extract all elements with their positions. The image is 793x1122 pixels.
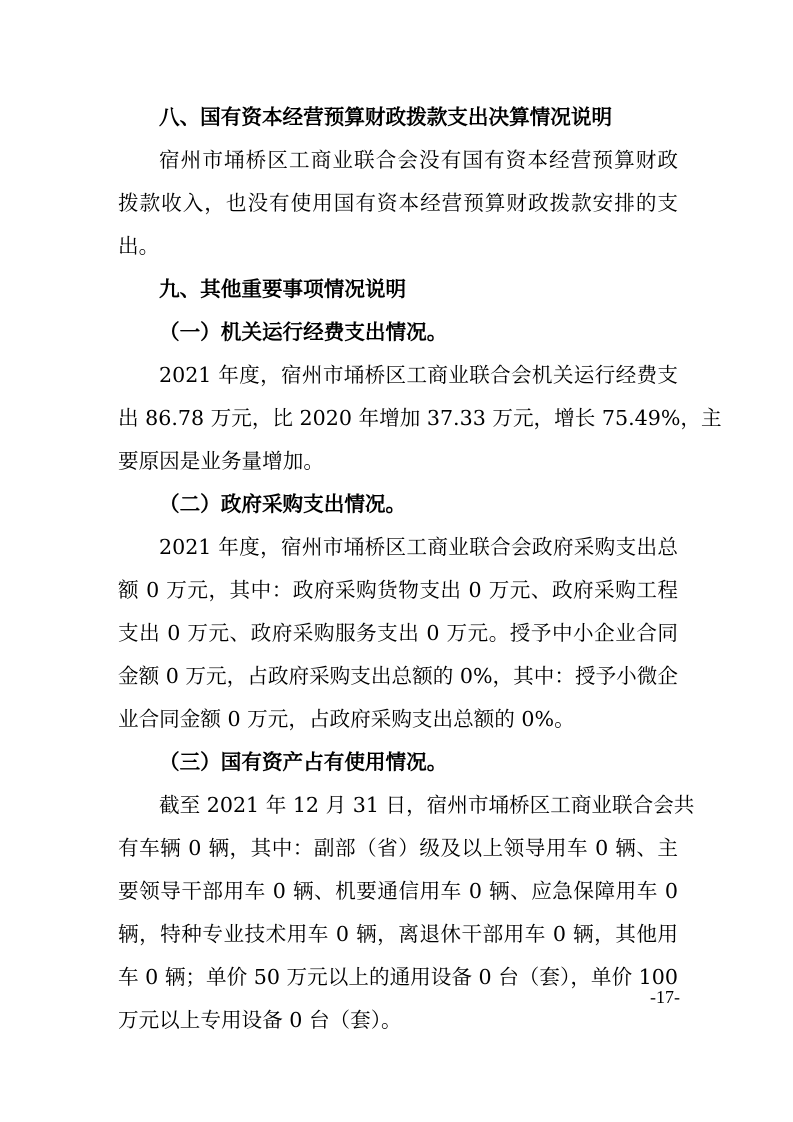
- paragraph-line: 要原因是业务量增加。: [118, 449, 324, 473]
- paragraph-line: 出 86.78 万元，比 2020 年增加 37.33 万元，增长 75.49%，主: [118, 406, 722, 430]
- paragraph: [118, 526, 678, 741]
- page-content: [118, 96, 722, 1042]
- paragraph-line: 拨款收入，也没有使用国有资本经营预算财政拨款安排的支: [118, 191, 678, 215]
- paragraph-line: 有车辆 0 辆，其中：副部（省）级及以上领导用车 0 辆、主: [118, 836, 678, 860]
- paragraph-line: 金额 0 万元，占政府采购支出总额的 0%，其中：授予小微企: [118, 664, 678, 688]
- subsection-heading: （一）机关运行经费支出情况。: [159, 320, 448, 344]
- paragraph-line: 辆，特种专业技术用车 0 辆，离退休干部用车 0 辆，其他用: [118, 922, 678, 946]
- paragraph-line: 要领导干部用车 0 辆、机要通信用车 0 辆、应急保障用车 0: [118, 879, 678, 903]
- section-heading: 八、国有资本经营预算财政拨款支出决算情况说明: [159, 105, 613, 129]
- paragraph-line: 2021 年度，宿州市埇桥区工商业联合会政府采购支出总: [159, 535, 678, 559]
- paragraph-line: 业合同金额 0 万元，占政府采购支出总额的 0%。: [118, 707, 575, 731]
- paragraph-line: 宿州市埇桥区工商业联合会没有国有资本经营预算财政: [159, 148, 678, 172]
- paragraph: [118, 354, 722, 483]
- section-heading: 九、其他重要事项情况说明: [159, 277, 407, 301]
- subsection-heading: （二）政府采购支出情况。: [159, 492, 407, 516]
- subsection-heading: （三）国有资产占有使用情况。: [159, 750, 448, 774]
- paragraph-line: 车 0 辆；单价 50 万元以上的通用设备 0 台（套），单价 100: [118, 965, 678, 989]
- paragraph-line: 万元以上专用设备 0 台（套）。: [118, 1008, 402, 1032]
- paragraph-line: 额 0 万元，其中：政府采购货物支出 0 万元、政府采购工程: [118, 578, 678, 602]
- paragraph-line: 出。: [118, 234, 160, 258]
- paragraph: [118, 139, 678, 268]
- paragraph: [118, 784, 695, 1042]
- paragraph-line: 支出 0 万元、政府采购服务支出 0 万元。授予中小企业合同: [118, 621, 678, 645]
- paragraph-line: 截至 2021 年 12 月 31 日，宿州市埇桥区工商业联合会共: [159, 793, 695, 817]
- page-number: -17-: [650, 987, 680, 1007]
- paragraph-line: 2021 年度，宿州市埇桥区工商业联合会机关运行经费支: [159, 363, 678, 387]
